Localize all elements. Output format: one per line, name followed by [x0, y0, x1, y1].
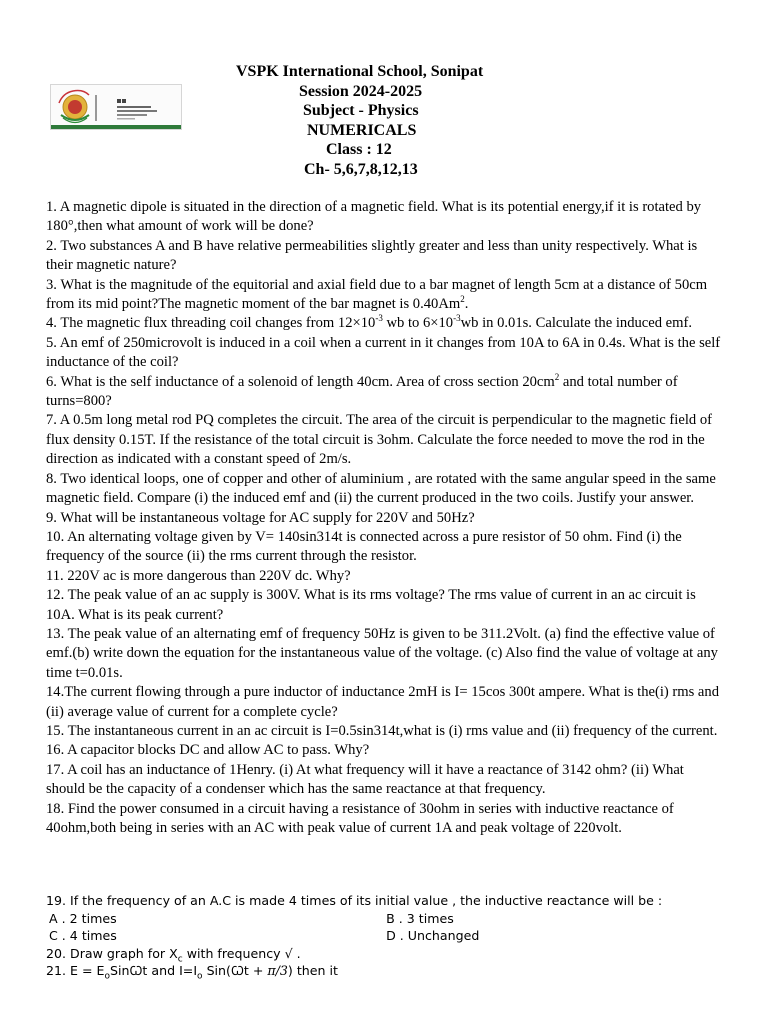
question-19: 19. If the frequency of an A.C is made 4 times of its initial value , the inductive reactance will be : [46, 893, 663, 908]
question-6-superscript: 2 [554, 371, 560, 382]
question-4-mid: wb to 6×10 [382, 315, 454, 332]
question-4-exponent-2: -3 [453, 313, 461, 324]
question-17: 17. A coil has an inductance of 1Henry. (i) At what frequency will it have a reactance of 3142 ohm? (ii) What should be the capacity of a condenser which has the same reactance at that frequency. [46, 761, 684, 798]
question-1: 1. A magnetic dipole is situated in the direction of a magnetic field. What is its potential energy,if it is rotated by 180°,then what amount of work will be done? [46, 199, 702, 235]
question-21-subscript-1: o [104, 971, 111, 982]
question-21-fraction: π/3 [267, 963, 288, 979]
question-14: 14.The current flowing through a pure inductor of inductance 2mH is I= 15cos 300t ampere. What is the(i) rms and (ii) average value of current for a complete cycle? [46, 684, 720, 720]
question-4-exponent-1: -3 [375, 313, 383, 324]
options-row-1 [46, 910, 726, 928]
question-12: 12. The peak value of an ac supply is 300V. What is its rms voltage? The rms value of current in an ac circuit is 10A. What is its peak current? [46, 587, 696, 623]
question-9: 9. What will be instantaneous voltage for AC supply for 220V and 50Hz? [46, 509, 475, 526]
question-8: 8. Two identical loops, one of copper and other of aluminium , are rotated with the same angular speed in the same magnetic field. Compare (i) the induced emf and (ii) the current produced in the two coils. Justify your answer. [46, 470, 716, 507]
subject: Subject - Physics [303, 102, 419, 119]
option-a: A . 2 times [49, 910, 117, 926]
question-20 [46, 945, 726, 963]
question-18: 18. Find the power consumed in a circuit having a resistance of 30ohm in series with inductive reactance of 40ohm,both being in series with an AC with peak value of current 1A and peak voltage of 220volt. [46, 800, 674, 836]
question-3-superscript: 2 [460, 294, 465, 305]
chapters-label: Ch- 5,6,7,8,12,13 [304, 160, 418, 178]
question-15: 15. The instantaneous current in an ac circuit is I=0.5sin314t,what is (i) rms value and (ii) frequency of the current. [46, 722, 718, 739]
question-20-end: with frequency √ . [182, 945, 301, 961]
question-16: 16. A capacitor blocks DC and allow AC to pass. Why? [46, 742, 370, 759]
document-header [0, 62, 768, 179]
question-21-mid-1: SinꞶt and I=I [110, 963, 198, 979]
document-title: NUMERICALS [307, 121, 417, 139]
question-11: 11. 220V ac is more dangerous than 220V dc. Why? [46, 567, 351, 584]
question-4 [46, 314, 726, 333]
question-6-text: 6. What is the self inductance of a solenoid of length 40cm. Area of cross section 20cm [46, 373, 555, 390]
question-4-end: wb in 0.01s. Calculate the induced emf. [460, 315, 693, 332]
question-4-text: 4. The magnetic flux threading coil changes from 12×10 [46, 315, 376, 332]
question-20-text: 20. Draw graph for X [46, 945, 178, 961]
options-row-2 [46, 927, 726, 945]
question-2: 2. Two substances A and B have relative permeabilities slightly greater and less than unity respectively. What is their magnetic nature? [46, 237, 698, 274]
question-21-text: 21. E = E [46, 963, 105, 979]
question-6-end: and total number of turns=800? [46, 373, 678, 410]
question-10: 10. An alternating voltage given by V= 140sin314t is connected across a pure resistor of 50 ohm. Find (i) the frequency of the source (ii) the rms current through the resistor. [46, 528, 682, 565]
question-21 [46, 962, 726, 980]
question-21-mid-2: Sin(Ꞷt + [202, 963, 268, 979]
question-21-subscript-2: o [197, 971, 203, 982]
question-20-subscript: c [177, 954, 183, 965]
question-21-end: ) then it [287, 963, 338, 979]
question-3 [46, 276, 726, 315]
mcq-section [46, 892, 726, 980]
question-3-end: . [464, 296, 469, 313]
option-b: B . 3 times [386, 910, 454, 926]
question-7: 7. A 0.5m long metal rod PQ completes the circuit. The area of the circuit is perpendicular to the magnetic field of flux density 0.15T. If the resistance of the total circuit is 3ohm. Calculate the force needed to move the rod in the direction as indicated with a constant speed of 2m/s. [46, 412, 712, 468]
option-d: D . Unchanged [386, 928, 480, 944]
question-13: 13. The peak value of an alternating emf of frequency 50Hz is given to be 311.2Volt. (a) find the effective value of emf.(b) write down the equation for the instantaneous value of the voltage. (c) Also find the value of voltage at any time t=0.01s. [46, 625, 718, 681]
question-6 [46, 373, 726, 412]
class-label: Class : 12 [326, 141, 392, 158]
question-3-text: 3. What is the magnitude of the equitorial and axial field due to a bar magnet of length 5cm at a distance of 50cm from its mid point?The magnetic moment of the bar magnet is 0.40Am [46, 276, 708, 313]
session: Session 2024-2025 [299, 82, 423, 100]
school-name: VSPK International School, Sonipat [236, 63, 484, 80]
option-c: C . 4 times [49, 928, 117, 944]
question-5: 5. An emf of 250microvolt is induced in a coil when a current in it changes from 10A to 6A in 0.4s. What is the self inductance of the coil? [46, 334, 721, 371]
questions-list [46, 198, 726, 838]
